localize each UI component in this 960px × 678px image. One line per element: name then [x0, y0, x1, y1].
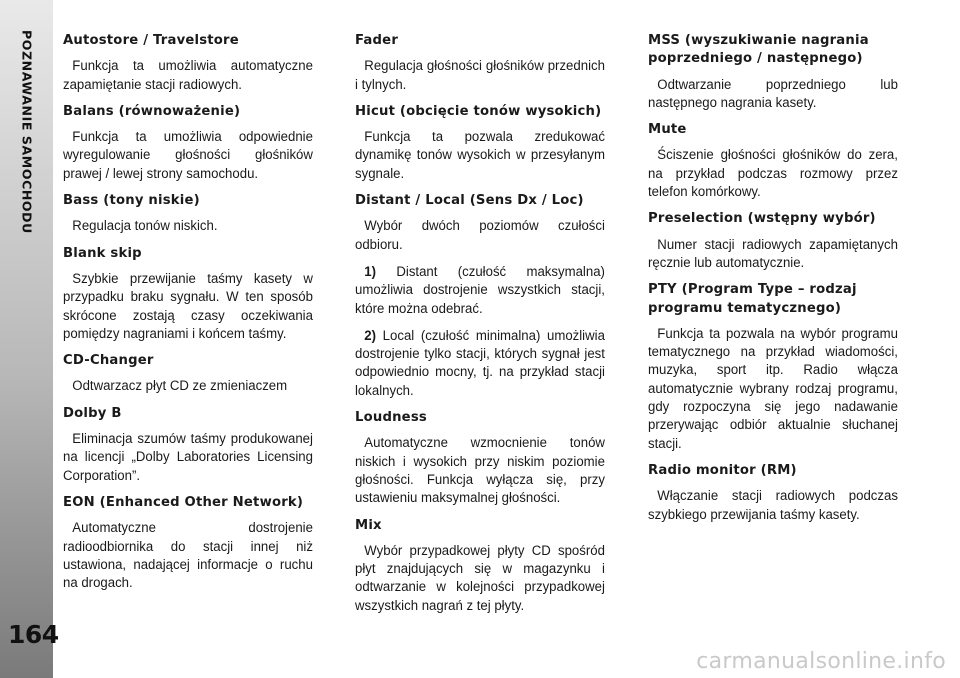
glossary-term: Loudness — [355, 410, 427, 426]
glossary-term: PTY (Program Type – rodzaj programu tematycznego) — [648, 282, 857, 316]
glossary-description: Automatyczne dostrojenie radioodbiornika do stacji innej niż ustawiona, nadającej informacje o ruchu na drogach. — [63, 520, 313, 592]
glossary-description: Regulacja tonów niskich. — [72, 218, 218, 235]
glossary-term: Mute — [648, 122, 687, 138]
item-text: Local (czułość minimalna) umożliwia dostrojenie tylko stacji, których sygnał jest odpowiednio mocny, tj. na przykład stacji lokalnych. — [355, 327, 605, 399]
glossary-description: Numer stacji radiowych zapamiętanych ręcznie lub automatycznie. — [648, 236, 898, 271]
glossary-term: Bass (tony niskie) — [63, 193, 200, 209]
glossary-description: Automatyczne wzmocnienie tonów niskich i wysokich przy niskim poziomie głośności. Funkcja wyłącza się, przy ustawieniu maksymalnej głośności. — [355, 435, 605, 507]
glossary-description: Wybór przypadkowej płyty CD spośród płyt znajdujących się w magazynku i odtwarzanie w kolejności przypadkowej wszystkich nagrań z tej płyty. — [355, 542, 605, 614]
glossary-description: Funkcja ta umożliwia odpowiednie wyregulowanie głośności głośników prawej / lewej strony samochodu. — [63, 129, 313, 182]
glossary-description: Włączanie stacji radiowych podczas szybkiego przewijania taśmy kasety. — [648, 488, 898, 523]
glossary-term: Mix — [355, 517, 382, 533]
glossary-column-2 — [355, 32, 605, 624]
glossary-description: Regulacja głośności głośników przednich i tylnych. — [355, 58, 605, 93]
glossary-term: Balans (równoważenie) — [63, 103, 241, 119]
glossary-term: Dolby B — [63, 405, 122, 421]
glossary-term: Radio monitor (RM) — [648, 462, 797, 478]
item-number: 2) — [364, 327, 377, 344]
glossary-description: Funkcja ta pozwala zredukować dynamikę tonów wysokich w przesyłanym sygnale. — [355, 129, 605, 182]
glossary-description: Ściszenie głośności głośników do zera, na przykład podczas rozmowy przez telefon komórkowy. — [648, 147, 898, 201]
page-number: 164 — [8, 620, 59, 649]
glossary-description: Odtwarzacz płyt CD ze zmieniaczem — [72, 378, 288, 395]
glossary-term: MSS (wyszukiwanie nagrania poprzedniego / następnego) — [648, 33, 869, 67]
item-text: Distant (czułość maksymalna) umożliwia dostrojenie wszystkich stacji, które można odebrać. — [355, 263, 605, 317]
section-label: POZNAWANIE SAMOCHODU — [19, 30, 35, 234]
glossary-description: Szybkie przewijanie taśmy kasety w przypadku braku sygnału. W ten sposób skrócone zostają czasy oczekiwania pomiędzy nagraniami i końcem taśmy. — [63, 270, 313, 342]
glossary-term: EON (Enhanced Other Network) — [63, 494, 304, 510]
glossary-description: Funkcja ta pozwala na wybór programu tematycznego na przykład wiadomości, muzyka, sport itp. Radio włącza automatycznie wybrany rodzaj programu, gdy rozpoczyna się jego nadawanie przerywając odbiór aktualnie słuchanej stacji. — [648, 325, 898, 452]
glossary-description: Eliminacja szumów taśmy produkowanej na licencji „Dolby Laboratories Licensing Corporation”. — [63, 431, 313, 484]
watermark: carmanualsonline.info — [696, 649, 946, 674]
numbered-description — [355, 327, 605, 400]
glossary-term: Fader — [355, 33, 399, 48]
glossary-description: Funkcja ta umożliwia automatyczne zapamiętanie stacji radiowych. — [63, 58, 313, 93]
glossary-description: Wybór dwóch poziomów czułości odbioru. — [355, 218, 605, 253]
glossary-term: Autostore / Travelstore — [63, 33, 239, 48]
glossary-term: Preselection (wstępny wybór) — [648, 211, 876, 227]
numbered-description — [355, 263, 605, 318]
glossary-description: Odtwarzanie poprzedniego lub następnego nagrania kasety. — [648, 76, 898, 111]
glossary-term: Distant / Local (Sens Dx / Loc) — [355, 193, 584, 209]
item-number: 1) — [364, 263, 377, 280]
glossary-term: Blank skip — [63, 245, 142, 261]
glossary-column-1 — [63, 32, 313, 601]
glossary-column-3 — [648, 32, 898, 533]
glossary-term: Hicut (obcięcie tonów wysokich) — [355, 103, 602, 119]
glossary-term: CD-Changer — [63, 353, 154, 369]
